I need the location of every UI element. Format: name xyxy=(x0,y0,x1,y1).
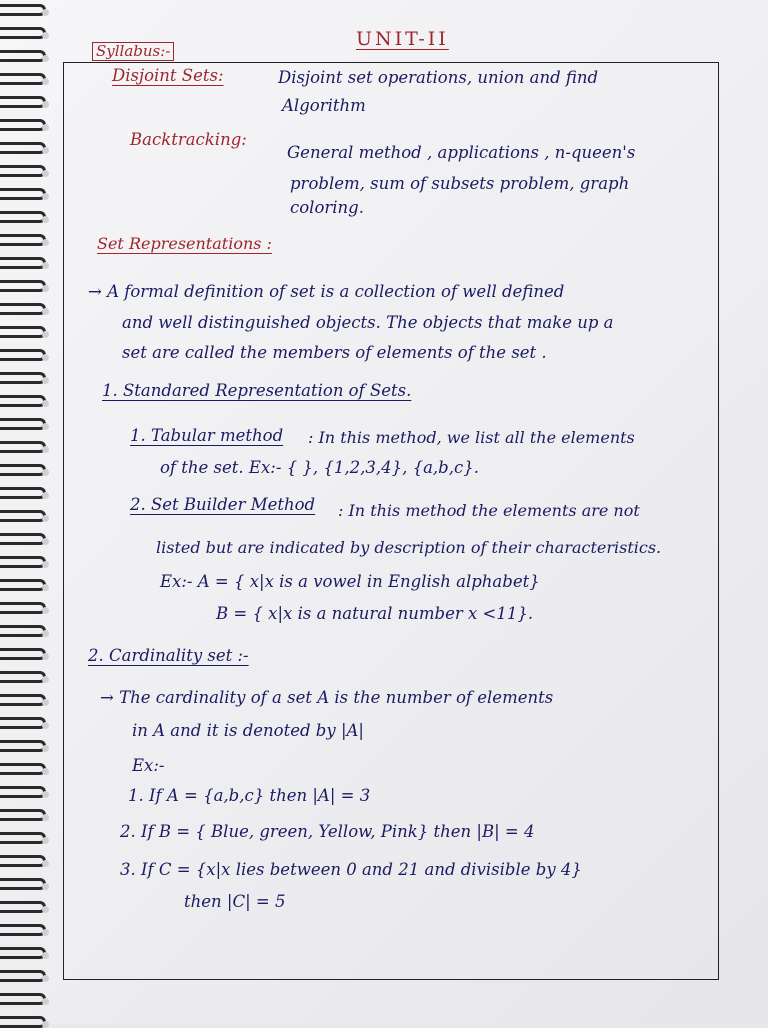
spiral-ring xyxy=(0,27,46,39)
backtracking-line-2: problem, sum of subsets problem, graph xyxy=(290,174,630,193)
spiral-ring xyxy=(0,602,46,614)
spiral-ring xyxy=(0,73,46,85)
spiral-ring xyxy=(0,510,46,522)
tabular-line-2: of the set. Ex:- { }, {1,2,3,4}, {a,b,c}. xyxy=(160,458,479,477)
spiral-ring xyxy=(0,395,46,407)
spiral-binding xyxy=(0,0,50,1024)
spiral-ring xyxy=(0,441,46,453)
spiral-ring xyxy=(0,349,46,361)
spiral-ring xyxy=(0,257,46,269)
spiral-ring xyxy=(0,418,46,430)
page-border xyxy=(63,62,719,980)
disjoint-line-2: Algorithm xyxy=(282,96,366,115)
spiral-ring xyxy=(0,878,46,890)
intro-line-2: and well distinguished objects. The objects that make up a xyxy=(122,313,614,332)
spiral-ring xyxy=(0,648,46,660)
set-builder-line-2: listed but are indicated by description of their characteristics. xyxy=(156,538,662,557)
spiral-ring xyxy=(0,142,46,154)
spiral-ring xyxy=(0,763,46,775)
spiral-ring xyxy=(0,464,46,476)
spiral-ring xyxy=(0,924,46,936)
set-representations-heading: Set Representations : xyxy=(97,234,272,253)
cardinality-heading: 2. Cardinality set :- xyxy=(88,646,249,665)
spiral-ring xyxy=(0,947,46,959)
spiral-ring xyxy=(0,533,46,545)
cardinality-example-label: Ex:- xyxy=(132,756,165,775)
tabular-line-1: : In this method, we list all the elements xyxy=(308,428,635,447)
cardinality-line-1: → The cardinality of a set A is the number of elements xyxy=(100,688,554,707)
disjoint-line-1: Disjoint set operations, union and find xyxy=(278,68,599,87)
intro-line-1: → A formal definition of set is a collection of well defined xyxy=(88,282,565,301)
spiral-ring xyxy=(0,556,46,568)
spiral-ring xyxy=(0,1016,46,1028)
set-builder-example-1: Ex:- A = { x|x is a vowel in English alphabet} xyxy=(160,572,540,591)
syllabus-heading: Syllabus:- xyxy=(92,42,174,61)
spiral-ring xyxy=(0,694,46,706)
spiral-ring xyxy=(0,280,46,292)
unit-title: UNIT-II xyxy=(356,28,449,50)
spiral-ring xyxy=(0,970,46,982)
spiral-ring xyxy=(0,4,46,16)
spiral-ring xyxy=(0,717,46,729)
disjoint-sets-label: Disjoint Sets: xyxy=(112,66,224,85)
tabular-method-label: 1. Tabular method xyxy=(130,426,284,445)
standard-representation-heading: 1. Standared Representation of Sets. xyxy=(102,381,412,400)
backtracking-line-3: coloring. xyxy=(290,198,364,217)
spiral-ring xyxy=(0,901,46,913)
spiral-ring xyxy=(0,809,46,821)
spiral-ring xyxy=(0,372,46,384)
spiral-ring xyxy=(0,50,46,62)
set-builder-label: 2. Set Builder Method xyxy=(130,495,316,514)
spiral-ring xyxy=(0,303,46,315)
backtracking-label: Backtracking: xyxy=(130,130,247,149)
spiral-ring xyxy=(0,786,46,798)
spiral-ring xyxy=(0,832,46,844)
set-builder-line-1: : In this method the elements are not xyxy=(338,501,640,520)
spiral-ring xyxy=(0,234,46,246)
spiral-ring xyxy=(0,96,46,108)
cardinality-example-3-result: then |C| = 5 xyxy=(184,892,286,911)
spiral-ring xyxy=(0,993,46,1005)
spiral-ring xyxy=(0,740,46,752)
backtracking-line-1: General method , applications , n-queen's xyxy=(287,143,636,162)
spiral-ring xyxy=(0,119,46,131)
spiral-ring xyxy=(0,487,46,499)
spiral-ring xyxy=(0,211,46,223)
spiral-ring xyxy=(0,165,46,177)
spiral-ring xyxy=(0,855,46,867)
cardinality-line-2: in A and it is denoted by |A| xyxy=(132,721,364,740)
spiral-ring xyxy=(0,188,46,200)
spiral-ring xyxy=(0,326,46,338)
cardinality-example-2: 2. If B = { Blue, green, Yellow, Pink} then |B| = 4 xyxy=(120,822,535,841)
spiral-ring xyxy=(0,625,46,637)
set-builder-example-2: B = { x|x is a natural number x <11}. xyxy=(216,604,534,623)
intro-line-3: set are called the members of elements of the set . xyxy=(122,343,547,362)
cardinality-example-1: 1. If A = {a,b,c} then |A| = 3 xyxy=(128,786,371,805)
cardinality-example-3: 3. If C = {x|x lies between 0 and 21 and divisible by 4} xyxy=(120,860,582,879)
spiral-ring xyxy=(0,671,46,683)
spiral-ring xyxy=(0,579,46,591)
